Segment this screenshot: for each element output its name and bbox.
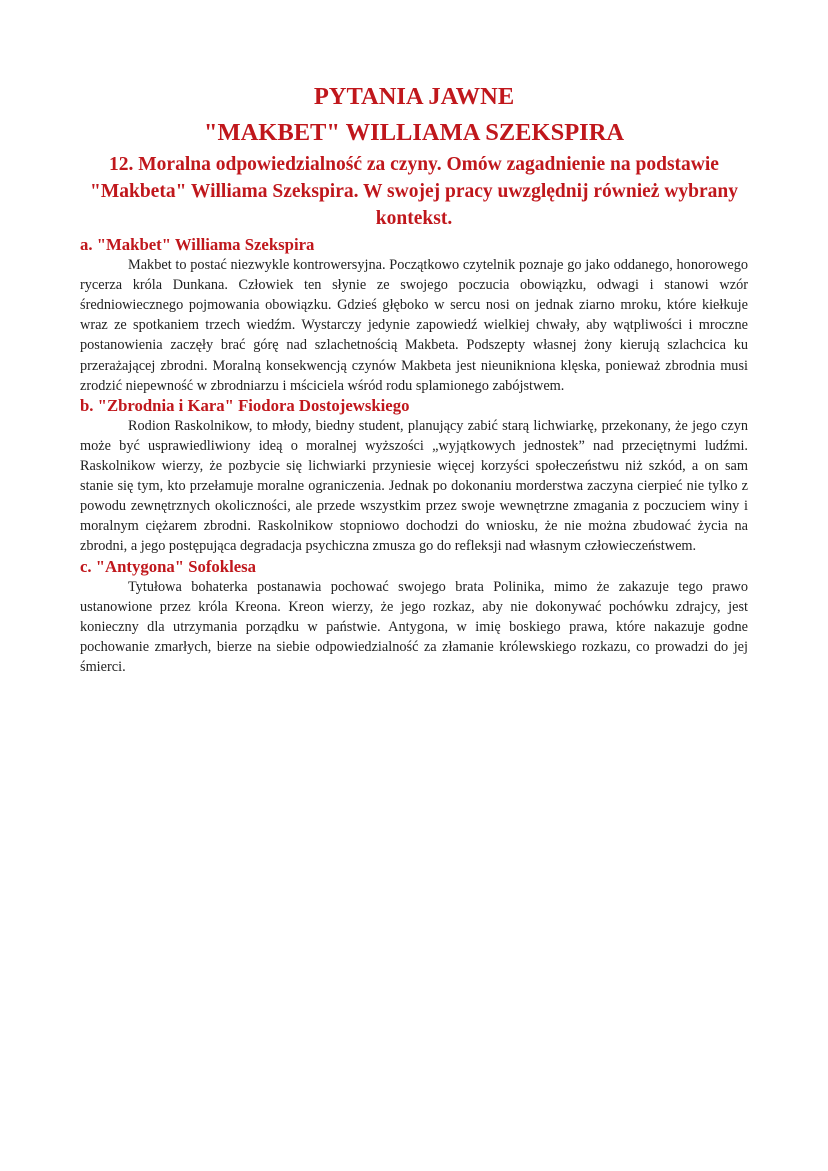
question-heading: 12. Moralna odpowiedzialność za czyny. Omów zagadnienie na podstawie "Makbeta" Williama Szekspira. W swojej pracy uwzględnij również wybrany kontekst. (90, 154, 738, 229)
section-heading-makbet: a. "Makbet" Williama Szekspira (80, 235, 315, 254)
section-heading-zbrodnia-i-kara: b. "Zbrodnia i Kara" Fiodora Dostojewskiego (80, 395, 410, 415)
section-heading-antygona: c. "Antygona" Sofoklesa (80, 556, 257, 576)
section-text-makbet: Makbet to postać niezwykle kontrowersyjna. Początkowo czytelnik poznaje go jako oddanego, honorowego rycerza króla Dunkana. Człowiek ten słynie ze swojego poczucia obowiązku, odwagi i stanowi wzór średniowiecznego pojmowania obowiązku. Gdzieś głęboko w sercu nosi on jednak ziarno mroku, które kiełkuje wraz ze spotkaniem trzech wiedźm. Wystarczy jedynie zapowiedź wielkiej chwały, aby wątpliwości i mroczne postanowienia zaczęły brać górę nad szlachetnością Makbeta. Podszepty własnej żony kierują szlachcica ku przerażającej zbrodni. Moralną konsekwencją czynów Makbeta jest nieunikniona klęska, ponieważ zbrodnia musi zrodzić niepewność w zbrodniarzu i mściciela wśród rodu splamionego zabójstwem. (80, 257, 748, 394)
page-title: PYTANIA JAWNE (313, 83, 515, 110)
section-text-zbrodnia-i-kara: Rodion Raskolnikow, to młody, biedny student, planujący zabić starą lichwiarkę, przekonany, że jego czyn może być usprawiedliwiony ideą o moralnej wyższości „wyjątkowych jednostek” nad przeciętnymi ludźmi. Raskolnikow wierzy, że pozbycie się lichwiarki przyniesie więcej korzyści społeczeństwu niż szkód, a on sam stanie się tym, kto przełamuje moralne ograniczenia. Jednak po dokonaniu morderstwa zaczyna cierpieć nie tylko z powodu zewnętrznych okoliczności, ale przede wszystkim przez swoje wewnętrzne zmagania z poczuciem winy i moralnym ciężarem zbrodni. Raskolnikow stopniowo dochodzi do wniosku, że nie można zbudować życia na zbrodni, a jego postępująca degradacja psychiczna zmusza go do refleksji nad własnym człowieczeństwem. (80, 417, 748, 555)
page-subtitle: "MAKBET" WILLIAMA SZEKSPIRA (203, 119, 625, 146)
essay-content (80, 235, 748, 677)
section-text-antygona: Tytułowa bohaterka postanawia pochować swojego brata Polinika, mimo że zakazuje tego prawo ustanowione przez króla Kreona. Kreon wierzy, że jego rozkaz, aby nie dokonywać pochówku zdrajcy, jest konieczny dla utrzymania porządku w państwie. Antygona, w imię boskiego prawa, które nakazuje godne pochowanie zmarłych, bierze na siebie odpowiedzialność za złamanie królewskiego rozkazu, co prowadzi do jej śmierci. (80, 578, 748, 675)
